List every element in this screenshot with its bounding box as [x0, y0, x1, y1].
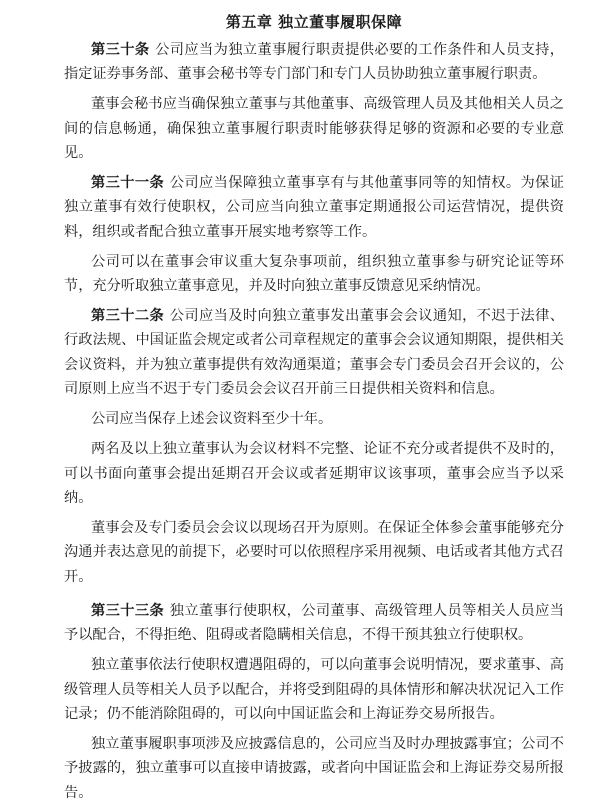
article-number: 第三十一条: [90, 175, 165, 192]
paragraph-text: 独立董事依法行使职权遭遇阻碍的，可以向董事会说明情况，要求董事、高级管理人员等相关人员予以配合，并将受到阻碍的具体情形和解决状况记入工作记录；仍不能消除阻碍的，可以向中国证监会和上海证券交易所报告。: [64, 657, 564, 723]
paragraph: [64, 516, 564, 589]
paragraph: [64, 732, 564, 805]
paragraph: [64, 653, 564, 726]
paragraph-text: 公司可以在董事会审议重大复杂事项前，组织独立董事参与研究论证等环节，充分听取独立董事意见，并及时向独立董事反馈意见采纳情况。: [64, 253, 564, 295]
paragraph: [64, 250, 564, 299]
paragraph-text: 两名及以上独立董事认为会议材料不完整、论证不充分或者提供不及时的，可以书面向董事会提出延期召开会议或者延期审议该事项，董事会应当予以采纳。: [64, 441, 564, 506]
paragraph-text: 公司应当保存上述会议资料至少十年。: [90, 411, 333, 428]
paragraph-article-31: [64, 171, 564, 244]
paragraph-text: 公司应当保障独立董事享有与其他董事同等的知情权。为保证独立董事有效行使职权，公司应当向独立董事定期通报公司运营情况，提供资料，组织或者配合独立董事开展实地考察等工作。: [64, 175, 564, 240]
paragraph-article-33: [64, 599, 564, 648]
paragraph: [64, 407, 564, 431]
paragraph-article-30: [64, 38, 564, 87]
paragraph: [64, 437, 564, 510]
paragraph-text: 董事会秘书应当确保独立董事与其他董事、高级管理人员及其他相关人员之间的信息畅通，确保独立董事履行职责时能够获得足够的资源和必要的专业意见。: [64, 96, 564, 162]
paragraph-text: 独立董事行使职权，公司董事、高级管理人员等相关人员应当予以配合，不得拒绝、阻碍或者隐瞒相关信息，不得干预其独立行使职权。: [64, 603, 564, 644]
article-number: 第三十二条: [90, 308, 165, 325]
paragraph-article-32: [64, 304, 564, 402]
chapter-title: 第五章 独立董事履职保障: [225, 13, 403, 31]
paragraph: [64, 92, 564, 165]
article-number: 第三十三条: [90, 603, 165, 620]
paragraph-text: 公司应当为独立董事履行职责提供必要的工作条件和人员支持，指定证券事务部、董事会秘书等专门部门和专门人员协助独立董事履行职责。: [64, 42, 564, 83]
paragraph-text: 公司应当及时向独立董事发出董事会会议通知，不迟于法律、行政法规、中国证监会规定或者公司章程规定的董事会会议通知期限，提供相关会议资料，并为独立董事提供有效沟通渠道；董事会专门委员会召开会议的，公司原则上应当不迟于专门委员会会议召开前三日提供相关资料和信息。: [64, 308, 564, 398]
article-number: 第三十条: [90, 42, 150, 58]
paragraph-text: 董事会及专门委员会会议以现场召开为原则。在保证全体参会董事能够充分沟通并表达意见的前提下，必要时可以依照程序采用视频、电话或者其他方式召开。: [64, 519, 564, 585]
paragraph-text: 独立董事履职事项涉及应披露信息的，公司应当及时办理披露事宜；公司不予披露的，独立董事可以直接申请披露，或者向中国证监会和上海证券交易所报告。: [64, 736, 564, 801]
